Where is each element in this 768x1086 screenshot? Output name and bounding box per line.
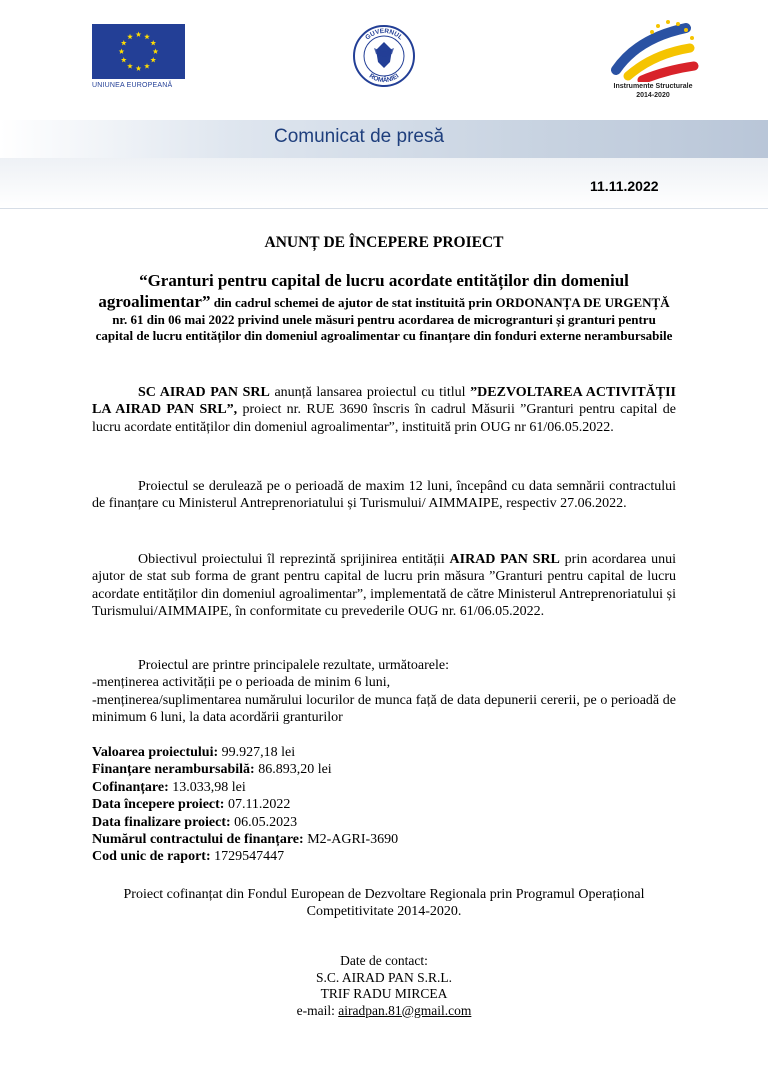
company-name: SC AIRAD PAN SRL bbox=[138, 385, 270, 400]
government-seal-icon bbox=[352, 24, 416, 88]
eu-star-icon bbox=[153, 49, 159, 54]
detail-row: Finanțare nerambursabilă: 86.893,20 lei bbox=[92, 762, 332, 778]
results-intro: Proiectul are printre principalele rezultate, următoarele: bbox=[138, 658, 449, 673]
is-caption-line1: Instrumente Structurale bbox=[613, 83, 693, 90]
paragraph-results bbox=[92, 657, 676, 727]
announcement-title: ANUNȚ DE ÎNCEPERE PROIECT bbox=[264, 234, 504, 251]
objective-company-name: AIRAD PAN SRL bbox=[449, 552, 560, 567]
contact-person: TRIF RADU MIRCEA bbox=[320, 986, 448, 1001]
paragraph-objective-text1: Obiectivul proiectului îl reprezintă sprijinirea entității bbox=[138, 552, 450, 567]
result-item-2: -menținerea/suplimentarea numărului locurilor de munca față de data depunerii cererii, pe o perioadă de minimum 6 luni, la data acordării granturilor bbox=[92, 692, 676, 726]
seal-text-bottom: ROMÂNIEI bbox=[367, 72, 401, 85]
paragraph-objective bbox=[92, 551, 676, 621]
detail-row: Cofinanțare: 13.033,98 lei bbox=[92, 779, 246, 795]
detail-row: Data finalizare proiect: 06.05.2023 bbox=[92, 814, 298, 830]
detail-row: Data începere proiect: 07.11.2022 bbox=[92, 797, 291, 813]
is-caption-line2: 2014-2020 bbox=[636, 92, 670, 99]
press-release-title: Comunicat de presă bbox=[274, 126, 445, 147]
eu-star-icon bbox=[121, 40, 127, 45]
eu-star-icon bbox=[121, 57, 127, 62]
paragraph-launch-text1: anunță lansarea proiectul cu titlul bbox=[269, 385, 471, 400]
project-details bbox=[92, 744, 676, 866]
eu-star-icon bbox=[127, 34, 133, 39]
eu-logo bbox=[92, 24, 185, 94]
email-link[interactable]: airadpan.81@gmail.com bbox=[338, 1002, 472, 1018]
eu-star-icon bbox=[150, 40, 156, 45]
headline bbox=[92, 270, 676, 344]
paragraph-duration-text: Proiectul se derulează pe o perioadă de maxim 12 luni, începând cu data semnării contractului de finanțare cu Ministerul Antreprenoriatului și Turismului/ AIMMAIPE, respectiv 27.06.2022. bbox=[92, 479, 676, 512]
eu-caption: UNIUNEA EUROPEANĂ bbox=[92, 82, 173, 89]
detail-row: Numărul contractului de finanțare: M2-AGRI-3690 bbox=[92, 832, 399, 848]
eu-star-icon bbox=[136, 32, 142, 37]
detail-row: Valoarea proiectului: 99.927,18 lei bbox=[92, 745, 296, 760]
contact-email-line bbox=[92, 1003, 676, 1020]
paragraph-objective-text2: prin acordarea unui ajutor de stat sub forma de grant pentru capital de lucru prin măsura ”Granturi pentru capital de lucru acordate entităților din domeniul agroalimentar”, implementată de către Ministerul Antreprenoriatului și Turismului/AIMMAIPE, în conformitate cu prevederile OUG nr. 61/06.05.2022. bbox=[92, 552, 676, 620]
paragraph-launch-text2: proiect nr. RUE 3690 înscris în cadrul Măsurii ”Granturi pentru capital de lucru acordate entităților din domeniul agroalimentar”, instituită prin OUG nr 61/06.05.2022. bbox=[92, 402, 677, 435]
headline-quote: “Granturi pentru capital de lucru acordate entităților din domeniul agroalimentar” bbox=[98, 271, 629, 311]
eu-star-icon bbox=[119, 49, 125, 54]
contact-company: S.C. AIRAD PAN S.R.L. bbox=[315, 969, 453, 985]
eu-star-icon bbox=[144, 34, 150, 39]
paragraph-duration bbox=[92, 478, 676, 513]
result-item-1: -menținerea activității pe o perioada de minim 6 luni, bbox=[92, 675, 391, 691]
cofinancing-note: Proiect cofinanțat din Fondul European de Dezvoltare Regionala prin Programul Operațional Competitivitate 2014-2020. bbox=[123, 887, 645, 920]
headline-rest: din cadrul schemei de ajutor de stat instituită prin ORDONANȚA DE URGENȚĂ nr. 61 din 06 mai 2022 privind unele măsuri pentru acordarea de microgranturi și granturi pentru capital de lucru entităților din domeniul agroalimentar cu finanțare din fonduri externe nerambursabile bbox=[95, 295, 673, 343]
eu-flag-icon bbox=[92, 24, 185, 79]
detail-row: Cod unic de raport: 1729547447 bbox=[92, 849, 285, 865]
structural-instruments-logo bbox=[598, 18, 708, 106]
email-label: e-mail: bbox=[296, 1002, 339, 1018]
eu-star-icon bbox=[127, 63, 133, 68]
seal-text-top: GUVERNUL bbox=[364, 27, 404, 42]
paragraph-launch bbox=[92, 384, 676, 436]
eu-star-icon bbox=[144, 63, 150, 68]
press-banner bbox=[0, 120, 768, 158]
eu-star-icon bbox=[136, 66, 142, 71]
banner-divider bbox=[0, 208, 768, 209]
contact-heading: Date de contact: bbox=[340, 953, 428, 968]
eu-star-icon bbox=[150, 57, 156, 62]
project-title: ”DEZVOLTAREA ACTIVITĂȚII LA AIRAD PAN SRL”, bbox=[92, 385, 677, 418]
contact-block bbox=[92, 953, 676, 1019]
structural-instruments-icon bbox=[598, 18, 708, 82]
release-date: 11.11.2022 bbox=[590, 178, 659, 194]
